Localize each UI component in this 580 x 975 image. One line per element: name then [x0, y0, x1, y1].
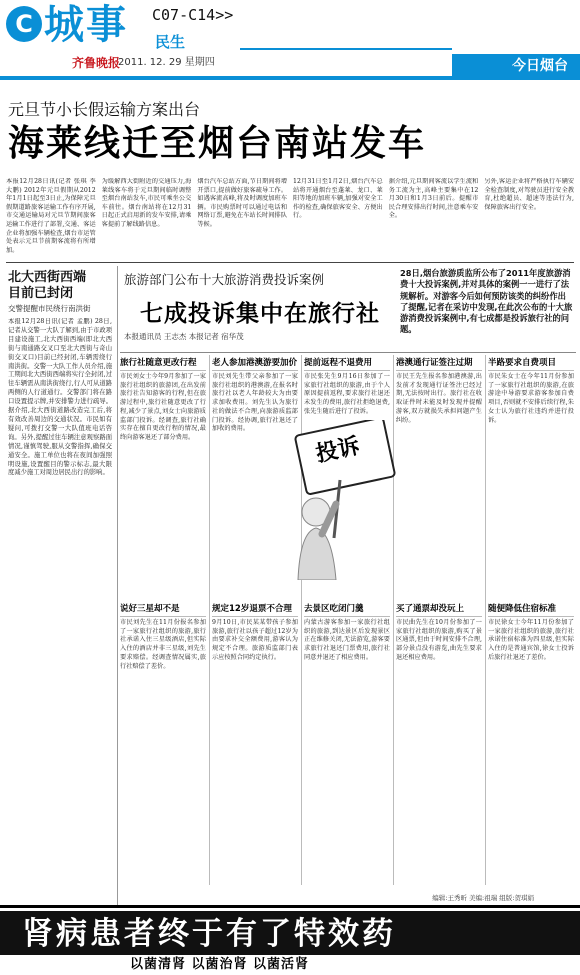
section-name: 民生 — [155, 33, 186, 51]
dateline: 2011. 12. 29 星期四 — [118, 57, 215, 68]
section-divider — [6, 262, 574, 263]
feature-intro: 28日,烟台旅游质监所公布了2011年度旅游消费十大投诉案例,并对具体的案例一一进行了法规解析。对游客今后如何预防该类的纠纷作出了提醒,记者在采访中发现,在此次公布的十大旅游消费投诉案例中,有七成都是投诉旅行社的问题。 — [400, 268, 573, 335]
feature-kicker: 旅游部门公布十大旅游消费投诉案例 — [124, 272, 325, 287]
case-title: 港澳通行证签注过期 — [396, 357, 482, 371]
complaint-illustration — [270, 420, 430, 580]
side-subhead: 交警提醒市民绕行南洪街 — [8, 304, 91, 313]
advertisement — [0, 905, 580, 975]
logo-c-icon: C — [6, 6, 42, 42]
case-title: 旅行社随意更改行程 — [120, 357, 206, 371]
lead-column: 另外,客运企业将严格执行车辆安全检查制度,对驾驶员进行安全教育,杜绝超员、超速等违法行为,保障旅客出行安全。 — [484, 178, 575, 211]
case-title: 买了通票却没玩上 — [396, 603, 482, 617]
column-rule — [117, 266, 118, 906]
ad-headline: 肾病患者终于有了特效药 — [22, 916, 396, 952]
case-title: 老人参加港澳游要加价 — [212, 357, 298, 371]
feature-title: 七成投诉集中在旅行社 — [140, 301, 380, 327]
side-body: 本报12月28日讯(记者 孟鹏) 28日,记者从交警一大队了解到,由于市政项目建设施工,北大西街西端(即北大西街与南通路交叉口至北大西街与奇山街交叉口)目前已经封闭,车辆需绕行南洪街。交警一大队工作人员介绍,施工期间北大西街西端将实行全封闭,过往车辆需从南洪街绕行,行人可从道路两侧的人行道通行。交警部门将在路口设置提示牌,并安排警力进行疏导。据介绍,北大西街道路改造完工后,将有效改善周边的交通状况。市民如有疑问,可拨打交警一大队值班电话咨询。另外,提醒过往车辆注意观察路面情况,谨慎驾驶,服从交警指挥,确保交通安全。施工单位也将在夜间加强照明设施,设置醒目的警示标志,最大限度减少施工对周边居民出行的影响。 — [8, 318, 112, 477]
feature-byline: 本报通讯员 王志杰 本报记者 宿华茂 — [124, 332, 244, 341]
case-body: 市民刘先生带父亲参加了一家旅行社组织的港澳游,在报名时旅行社以老人年龄较大为由要求加收费用。刘先生认为旅行社的做法不合理,向旅游质监部门投诉。经协调,旅行社退还了加收的费用。 — [212, 373, 298, 433]
lead-column: 为缓解西大街附近的交通压力,海莱线客车将于元旦期间临时调整至烟台南站发车,市民可乘坐公交车前往。烟台南站将在12月31日起正式启用新的发车安排,请乘客提前了解线路信息。 — [101, 178, 192, 228]
today-tag: 今日烟台 — [452, 54, 580, 78]
side-headline: 北大西街西端 — [8, 270, 87, 285]
lead-column: 本报12月28日讯(记者 张琪 李大鹏) 2012年元旦假期从2012年1月1日起至3日止,为保障元旦假期道路旅客运输工作有序开展,市交通运输局对元旦节期间旅客运输工作进行了部署,交通、客运企业将加强车辆检查,烟台市运管处表示元旦节前期客流将有所增加。 — [6, 178, 96, 254]
case-title: 说好三星却不是 — [120, 603, 206, 617]
case-item — [120, 603, 206, 883]
lead-kicker: 元旦节小长假运输方案出台 — [8, 100, 201, 119]
case-divider — [485, 355, 486, 885]
case-body: 市民曲先生在10月份参加了一家旅行社组织的旅游,购买了景区通票,但由于时间安排不合理,部分景点没有游览,曲先生要求退还相应费用。 — [396, 619, 482, 661]
lead-column: 据介绍,元旦期间客流以学生流和务工流为主,高峰主要集中在12月30日和1月3日前后。提醒市民合理安排出行时间,注意乘车安全。 — [388, 178, 479, 220]
lead-body — [6, 178, 574, 258]
case-title: 提前返程不退费用 — [304, 357, 390, 371]
section-logo: 城事 — [44, 2, 128, 48]
case-body: 内蒙古游客参加一家旅行社组织的旅游,到达景区后发现景区正在维修关闭,无法游览,游客要求旅行社退还门票费用,旅行社同意并退还了相应费用。 — [304, 619, 390, 661]
illustration-sign-text: 投诉 — [313, 433, 363, 468]
side-headline-2: 目前已封闭 — [8, 286, 74, 301]
case-body: 9月10日,市民某某带孩子参加旅游,旅行社以孩子超过12岁为由要求补交全额费用,游客认为规定不合理。旅游质监部门表示应按照合同约定执行。 — [212, 619, 298, 661]
case-title: 去景区吃闭门羹 — [304, 603, 390, 617]
paper-name: 齐鲁晚报 — [72, 56, 121, 70]
case-item — [212, 603, 298, 883]
case-body: 市民朱女士在今年11月份参加了一家旅行社组织的旅游,在旅游途中导游要求游客参加自费项目,否则就不安排后续行程,朱女士认为旅行社违约并进行投诉。 — [488, 373, 574, 424]
case-item — [488, 357, 574, 589]
case-divider — [209, 355, 210, 885]
edition-pages: C07-C14>> — [152, 6, 234, 24]
case-body: 市民徐女士今年11月份参加了一家旅行社组织的旅游,旅行社承诺住宿标准为四星级,但实际入住的是普通宾馆,徐女士投诉后旅行社退还了差价。 — [488, 619, 574, 661]
case-item — [488, 603, 574, 883]
case-body: 市民刘先生在11月份报名参加了一家旅行社组织的旅游,旅行社承诺入住三星级酒店,但实际入住的酒店并非三星级,刘先生要求赔偿。经调查情况属实,旅行社赔偿了差价。 — [120, 619, 206, 670]
lead-headline: 海莱线迁至烟台南站发车 — [8, 123, 427, 164]
masthead — [0, 0, 580, 80]
case-item — [304, 603, 390, 883]
case-body: 市民王先生报名参加港澳游,出发前才发现通行证签注已经过期,无法按时出行。旅行社在收取证件时未能及时发现并提醒游客,双方就损失承担问题产生纠纷。 — [396, 373, 482, 424]
case-title: 半路要求自费项目 — [488, 357, 574, 371]
case-title: 随便降低住宿标准 — [488, 603, 574, 617]
case-body: 市民张先生9月16日参加了一家旅行社组织的旅游,由于个人原因提前返程,要求旅行社退还未发生的费用,旅行社拒绝退费,张先生随后进行了投诉。 — [304, 373, 390, 415]
case-body: 市民刘女士今年9月参加了一家旅行社组织的旅游团,在出发前旅行社告知游客的行程,但在旅游过程中,旅行社随意更改了行程,减少了景点,刘女士向旅游质监部门投诉。经调查,旅行社确实存在擅自更改行程的情况,最终向游客退还了部分费用。 — [120, 373, 206, 441]
editor-credits: 编辑:王秀昕 美编:祖瑞 组版:贺琪娟 — [432, 894, 534, 902]
case-item — [396, 603, 482, 883]
lead-column: 烟台汽车总站方面,节日期间将增开票口,提前做好旅客疏导工作。如遇客流高峰,将及时调度加班车辆。市民购票时可以通过电话和网络订票,避免在车站长时间排队等候。 — [197, 178, 288, 228]
ad-subline: 以菌清肾 以菌治肾 以菌活肾 — [130, 957, 310, 972]
masthead-rule — [240, 48, 452, 50]
case-item — [120, 357, 206, 589]
lead-column: 12月31日至1月2日,烟台汽车总站将开通烟台至蓬莱、龙口、莱阳等地的加班车辆,加强对安全工作的检查,确保旅客安全、方便出行。 — [293, 178, 383, 220]
case-title: 规定12岁退票不合理 — [212, 603, 298, 617]
